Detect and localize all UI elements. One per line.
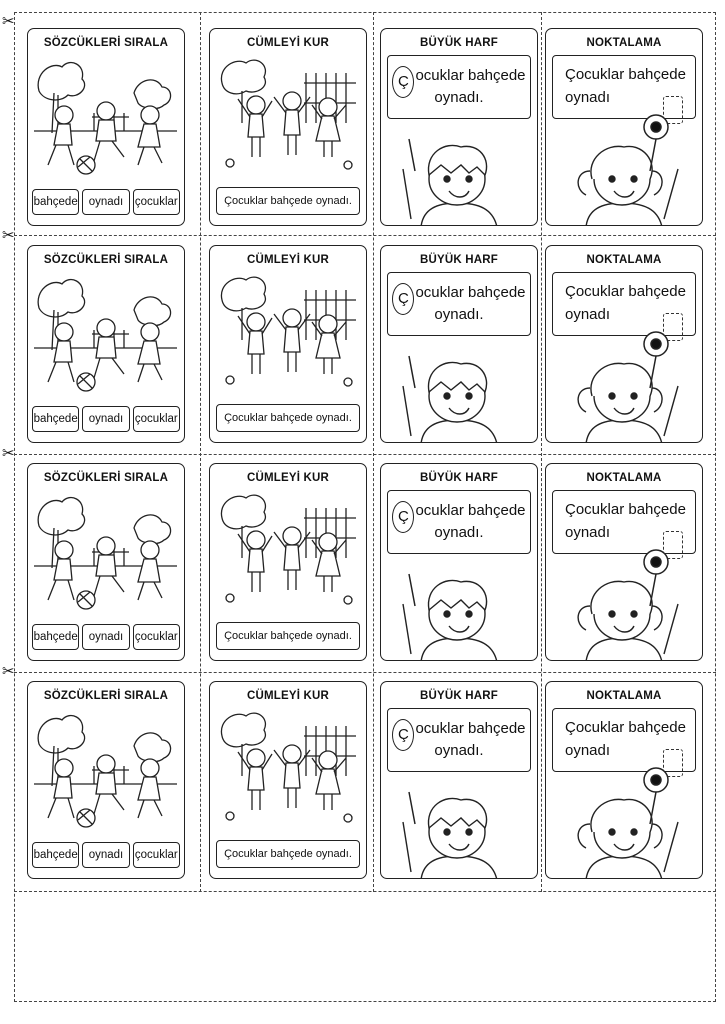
scissors-icon: ✂ [2,13,15,30]
card-title: NOKTALAMA [586,690,662,702]
card-title: CÜMLEYİ KUR [246,37,330,49]
sentence-line-2: oynadı. [434,306,484,323]
sentence-line-2: oynadı [565,742,611,759]
children-playing-illustration [34,706,177,834]
sentence-board [387,708,531,772]
paddle-icon [642,113,670,173]
word-row [32,406,180,432]
card-title: BÜYÜK HARF [419,37,499,49]
card-build-sentence [209,463,367,661]
flower-icon [226,376,234,384]
card-punctuation [545,463,703,661]
card-capital-letter [380,245,538,443]
cut-line-vertical [200,12,201,892]
sentence-line-1: ocuklar bahçede [415,67,526,84]
sentence-board [552,490,696,554]
girl-illustration [546,544,703,661]
card-build-sentence [209,681,367,879]
sentence-line-2: oynadı [565,524,611,541]
card-word-order [27,681,185,879]
capital-letter-paddle[interactable]: Ç [392,719,414,751]
children-cheering-illustration [216,488,359,616]
cut-line-vertical [541,12,542,892]
word-row [32,842,180,868]
card-capital-letter [380,463,538,661]
sentence-line-1: Çocuklar bahçede [565,66,686,83]
word-card[interactable]: oynadı [82,406,129,432]
sentence-board [387,490,531,554]
card-title: NOKTALAMA [586,254,662,266]
capital-letter-paddle[interactable]: Ç [392,501,414,533]
card-title: NOKTALAMA [586,37,662,49]
flower-icon [226,594,234,602]
paddle-icon [395,766,423,826]
sentence-board [552,55,696,119]
word-card[interactable]: bahçede [32,624,79,650]
card-title: SÖZCÜKLERİ SIRALA [43,690,169,702]
girl-illustration [546,762,703,879]
paddle-icon [642,548,670,608]
word-card[interactable]: çocuklar [133,189,180,215]
card-punctuation [545,681,703,879]
cut-line-horizontal [14,454,716,455]
word-card[interactable]: bahçede [32,189,79,215]
card-title: CÜMLEYİ KUR [246,254,330,266]
word-card[interactable]: çocuklar [133,842,180,868]
cut-line-horizontal [14,235,716,236]
card-word-order [27,245,185,443]
sentence-line-1: ocuklar bahçede [415,720,526,737]
sentence-board [552,272,696,336]
sentence-line-1: ocuklar bahçede [415,502,526,519]
word-card[interactable]: çocuklar [133,624,180,650]
sentence-box[interactable]: Çocuklar bahçede oynadı. [216,404,360,432]
flower-icon [226,812,234,820]
sentence-line-2: oynadı [565,89,611,106]
card-title: SÖZCÜKLERİ SIRALA [43,37,169,49]
scissors-icon: ✂ [2,227,15,244]
capital-letter-paddle[interactable]: Ç [392,66,414,98]
card-word-order [27,463,185,661]
paddle-icon [642,766,670,826]
card-build-sentence [209,245,367,443]
capital-letter-paddle[interactable]: Ç [392,283,414,315]
sentence-line-1: Çocuklar bahçede [565,719,686,736]
paddle-icon [395,113,423,173]
paddle-icon [642,330,670,390]
paddle-icon [395,548,423,608]
children-cheering-illustration [216,270,359,398]
card-punctuation [545,28,703,226]
word-card[interactable]: oynadı [82,842,129,868]
word-card[interactable]: çocuklar [133,406,180,432]
word-card[interactable]: oynadı [82,189,129,215]
cut-line-vertical [373,12,374,892]
word-card[interactable]: bahçede [32,842,79,868]
card-title: CÜMLEYİ KUR [246,472,330,484]
scissors-icon: ✂ [2,663,15,680]
children-cheering-illustration [216,53,359,181]
sentence-line-2: oynadı [565,306,611,323]
girl-illustration [546,326,703,443]
sentence-board [552,708,696,772]
sentence-line-2: oynadı. [434,742,484,759]
sentence-board [387,55,531,119]
children-playing-illustration [34,53,177,181]
word-row [32,189,180,215]
children-playing-illustration [34,270,177,398]
sentence-line-1: Çocuklar bahçede [565,501,686,518]
sentence-board [387,272,531,336]
cut-line-horizontal [14,672,716,673]
sentence-line-2: oynadı. [434,524,484,541]
card-build-sentence [209,28,367,226]
card-title: NOKTALAMA [586,472,662,484]
sentence-box[interactable]: Çocuklar bahçede oynadı. [216,840,360,868]
paddle-icon [395,330,423,390]
sentence-box[interactable]: Çocuklar bahçede oynadı. [216,622,360,650]
word-row [32,624,180,650]
card-capital-letter [380,681,538,879]
card-title: BÜYÜK HARF [419,690,499,702]
card-title: SÖZCÜKLERİ SIRALA [43,472,169,484]
card-title: BÜYÜK HARF [419,254,499,266]
card-title: SÖZCÜKLERİ SIRALA [43,254,169,266]
card-punctuation [545,245,703,443]
card-title: CÜMLEYİ KUR [246,690,330,702]
card-capital-letter [380,28,538,226]
girl-illustration [546,109,703,226]
scissors-icon: ✂ [2,445,15,462]
cut-line-horizontal [14,891,716,892]
card-word-order [27,28,185,226]
sentence-line-1: ocuklar bahçede [415,284,526,301]
card-title: BÜYÜK HARF [419,472,499,484]
sentence-line-2: oynadı. [434,89,484,106]
children-cheering-illustration [216,706,359,834]
sentence-box[interactable]: Çocuklar bahçede oynadı. [216,187,360,215]
flower-icon [226,159,234,167]
children-playing-illustration [34,488,177,616]
word-card[interactable]: oynadı [82,624,129,650]
sentence-line-1: Çocuklar bahçede [565,283,686,300]
word-card[interactable]: bahçede [32,406,79,432]
